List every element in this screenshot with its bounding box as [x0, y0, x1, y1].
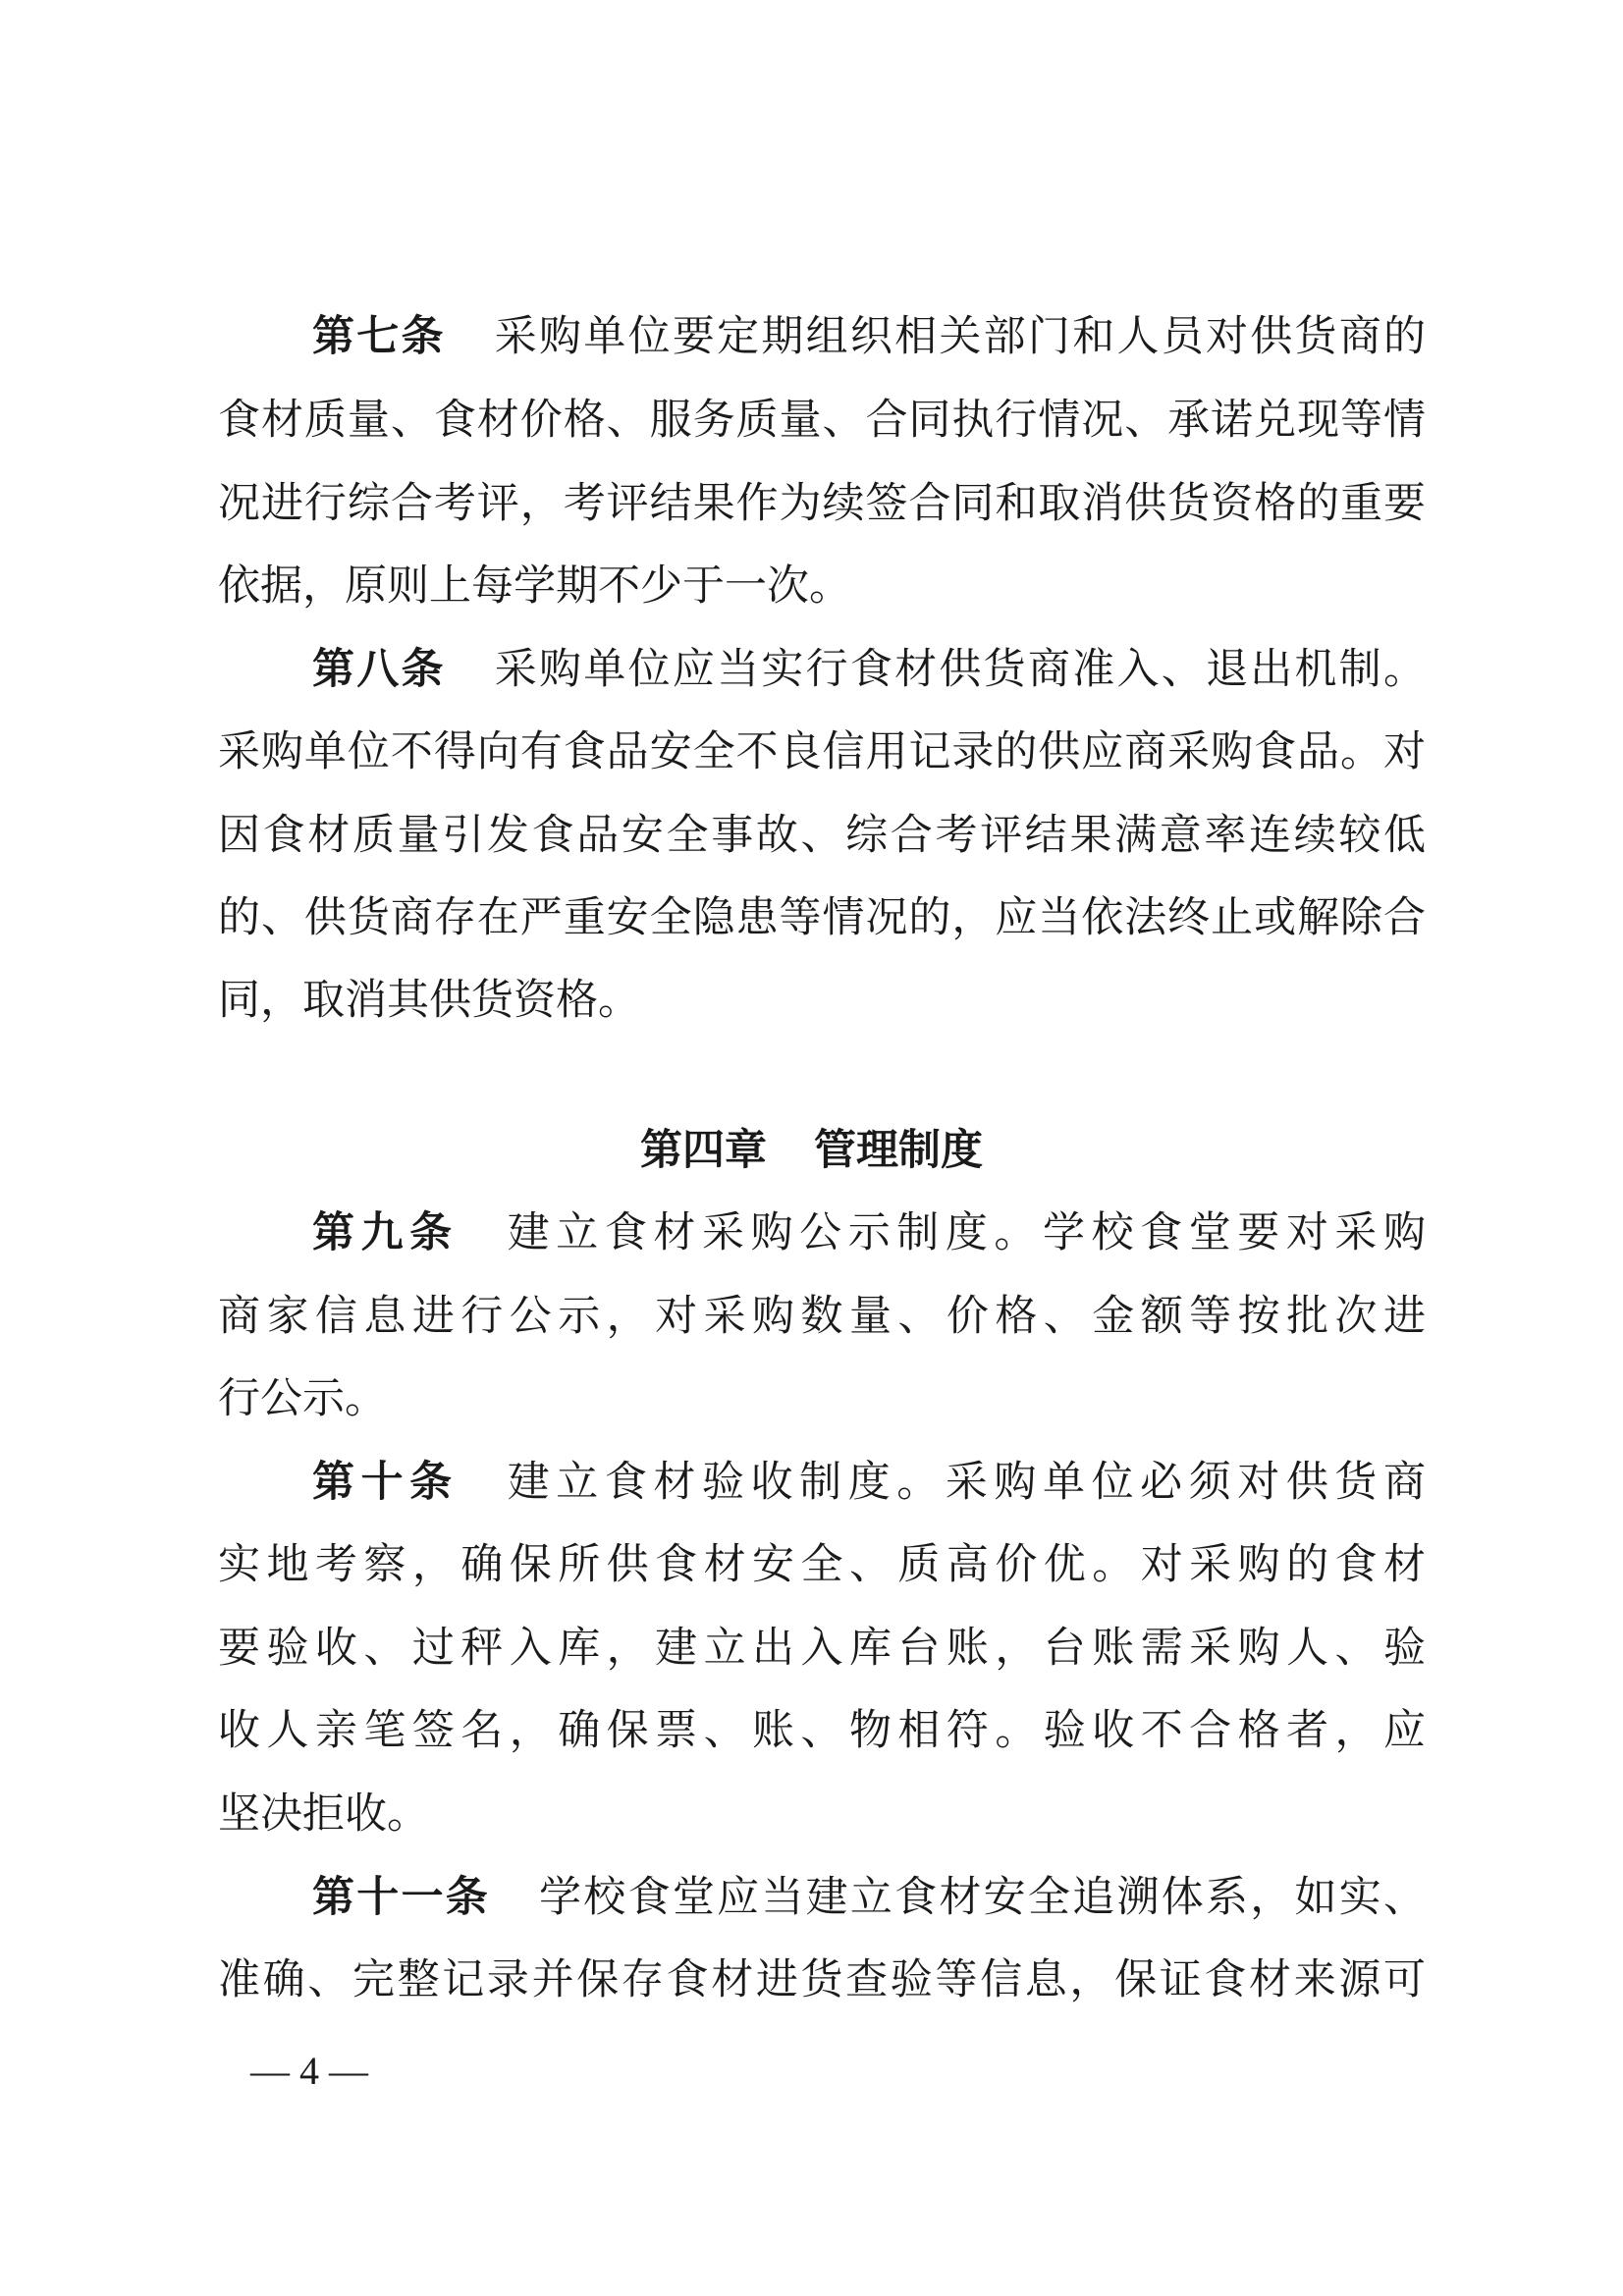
chapter-heading [0, 1121, 1623, 1180]
article-10-line-4: 收人亲笔签名，确保票、账、物相符。验收不合格者，应 [218, 1706, 1426, 1755]
article-8-line-4: 的、供货商存在严重安全隐患等情况的，应当依法终止或解除合 [218, 893, 1426, 942]
article-9-heading: 第九条 [312, 1208, 459, 1257]
article-9-text: 建立食材采购公示制度。学校食堂要对采购 [507, 1208, 1427, 1257]
article-11-text: 学校食堂应当建立食材安全追溯体系，如实、 [539, 1873, 1427, 1922]
article-8-line-1 [312, 640, 1426, 699]
article-8-line-2: 采购单位不得向有食品安全不良信用记录的供应商采购食品。对 [218, 727, 1426, 776]
article-9-line-2: 商家信息进行公示，对采购数量、价格、金额等按批次进 [218, 1292, 1426, 1341]
article-8-heading: 第八条 [312, 645, 446, 694]
article-7-line-2: 食材质量、食材价格、服务质量、合同执行情况、承诺兑现等情 [218, 396, 1426, 445]
article-10-line-1 [312, 1453, 1426, 1512]
article-7-line-3: 况进行综合考评，考评结果作为续签合同和取消供货资格的重要 [218, 479, 1426, 528]
chapter-number: 第四章 [640, 1126, 767, 1175]
article-7-text: 采购单位要定期组织相关部门和人员对供货商的 [494, 312, 1427, 361]
article-10-line-3: 要验收、过秤入库，建立出入库台账，台账需采购人、验 [218, 1624, 1426, 1673]
article-7-line-4: 依据，原则上每学期不少于一次。 [218, 561, 851, 611]
article-8-line-3: 因食材质量引发食品安全事故、综合考评结果满意率连续较低 [218, 811, 1426, 860]
article-8-text: 采购单位应当实行食材供货商准入、退出机制。 [494, 645, 1427, 694]
chapter-title: 管理制度 [814, 1126, 983, 1175]
article-10-text: 建立食材验收制度。采购单位必须对供货商 [507, 1458, 1427, 1507]
article-9-line-3: 行公示。 [218, 1374, 387, 1423]
article-10-heading: 第十条 [312, 1458, 459, 1507]
page-number: — 4 — [250, 2049, 368, 2093]
article-11-heading: 第十一条 [312, 1873, 491, 1922]
article-10-line-5: 坚决拒收。 [218, 1789, 429, 1839]
article-9-line-1 [312, 1203, 1426, 1262]
article-11-line-1 [312, 1868, 1426, 1927]
article-7-heading: 第七条 [312, 312, 446, 361]
article-11-line-2: 准确、完整记录并保存食材进货查验等信息，保证食材来源可 [218, 1955, 1426, 2004]
article-8-line-5: 同，取消其供货资格。 [218, 976, 640, 1025]
article-10-line-2: 实地考察，确保所供食材安全、质高价优。对采购的食材 [218, 1540, 1426, 1589]
article-7-line-1 [312, 307, 1426, 366]
